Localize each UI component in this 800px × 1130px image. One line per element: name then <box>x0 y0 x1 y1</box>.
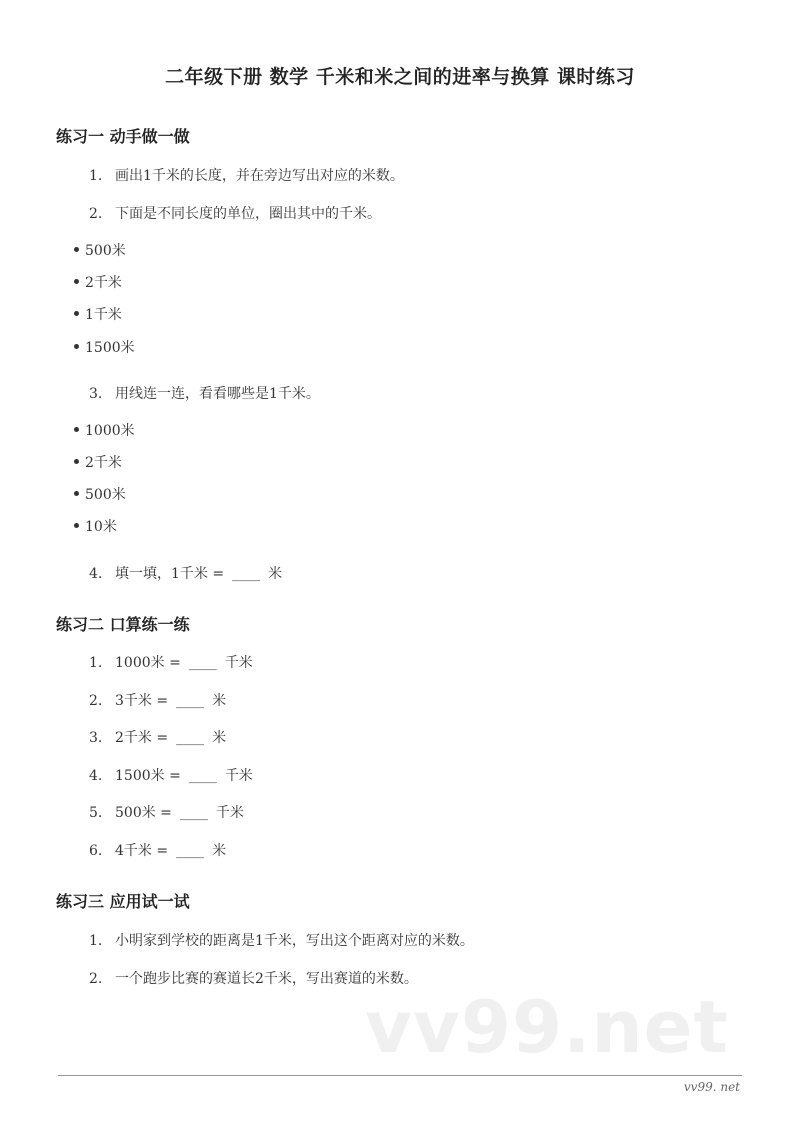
section-heading-2: 练习二 口算练一练 <box>56 615 190 634</box>
bullet-icon <box>74 459 79 464</box>
question-text: 下面是不同长度的单位，圈出其中的千米。 <box>115 206 381 222</box>
question-2-4 <box>89 765 253 785</box>
option-text: 1千米 <box>85 307 122 323</box>
question-2-3 <box>89 727 226 747</box>
question-number: 2. <box>89 693 103 709</box>
bullet-icon <box>74 247 79 252</box>
unit-text: 米 <box>268 566 283 582</box>
question-3-1 <box>89 930 474 950</box>
question-number: 1. <box>89 655 103 671</box>
footer-site-label: vv99. net <box>683 1080 740 1094</box>
list-item <box>74 420 135 440</box>
bullet-icon <box>74 523 79 528</box>
unit-text: 千米 <box>224 768 253 784</box>
unit-text: 米 <box>212 730 227 746</box>
section-heading-3: 练习三 应用试一试 <box>56 892 190 911</box>
bullet-icon <box>74 491 79 496</box>
bullet-icon <box>74 344 79 349</box>
option-text: 500米 <box>85 487 126 503</box>
question-text: 3千米 = <box>115 693 169 709</box>
question-1-3 <box>89 383 320 403</box>
list-item <box>74 272 122 292</box>
question-2-1 <box>89 652 253 672</box>
question-2-2 <box>89 690 226 710</box>
question-2-5 <box>89 802 244 822</box>
section-heading-1: 练习一 动手做一做 <box>56 127 190 146</box>
option-text: 500米 <box>85 243 126 259</box>
question-number: 5. <box>89 805 103 821</box>
question-1-4 <box>89 563 282 583</box>
question-number: 6. <box>89 843 103 859</box>
question-text: 填一填，1千米 = <box>115 566 225 582</box>
question-number: 2. <box>89 971 103 987</box>
bullet-icon <box>74 427 79 432</box>
question-number: 4. <box>89 768 103 784</box>
footer-divider <box>58 1075 742 1076</box>
question-2-6 <box>89 840 226 860</box>
unit-text: 千米 <box>215 805 244 821</box>
list-item <box>74 452 122 472</box>
list-item <box>74 240 126 260</box>
question-number: 3. <box>89 730 103 746</box>
answer-blank[interactable]: ____ <box>176 843 205 859</box>
answer-blank[interactable]: ____ <box>176 693 205 709</box>
page-title: 二年级下册 数学 千米和米之间的进率与换算 课时练习 <box>165 66 635 88</box>
question-text: 2千米 = <box>115 730 169 746</box>
answer-blank[interactable]: ____ <box>179 805 208 821</box>
question-number: 1. <box>89 168 103 184</box>
option-text: 1000米 <box>85 423 135 439</box>
list-item <box>74 304 122 324</box>
question-number: 1. <box>89 933 103 949</box>
question-text: 500米 = <box>115 805 172 821</box>
question-text: 小明家到学校的距离是1千米，写出这个距离对应的米数。 <box>115 933 474 949</box>
question-1-2 <box>89 203 381 223</box>
question-text: 一个跑步比赛的赛道长2千米，写出赛道的米数。 <box>115 971 418 987</box>
question-text: 4千米 = <box>115 843 169 859</box>
unit-text: 千米 <box>224 655 253 671</box>
answer-blank[interactable]: ____ <box>188 655 217 671</box>
question-number: 2. <box>89 206 103 222</box>
question-1-1 <box>89 165 404 185</box>
question-number: 3. <box>89 386 103 402</box>
option-text: 2千米 <box>85 455 122 471</box>
option-text: 10米 <box>85 519 117 535</box>
unit-text: 米 <box>212 843 227 859</box>
bullet-icon <box>74 279 79 284</box>
answer-blank[interactable]: ____ <box>176 730 205 746</box>
unit-text: 米 <box>212 693 227 709</box>
question-text: 画出1千米的长度，并在旁边写出对应的米数。 <box>115 168 404 184</box>
list-item <box>74 484 126 504</box>
question-text: 1500米 = <box>115 768 181 784</box>
answer-blank[interactable]: ____ <box>232 566 261 582</box>
option-text: 2千米 <box>85 275 122 291</box>
answer-blank[interactable]: ____ <box>188 768 217 784</box>
option-text: 1500米 <box>85 340 135 356</box>
list-item <box>74 337 135 357</box>
bullet-icon <box>74 311 79 316</box>
question-text: 1000米 = <box>115 655 181 671</box>
question-number: 4. <box>89 566 103 582</box>
question-text: 用线连一连，看看哪些是1千米。 <box>115 386 320 402</box>
list-item <box>74 516 117 536</box>
watermark: vv99.net <box>365 985 729 1069</box>
